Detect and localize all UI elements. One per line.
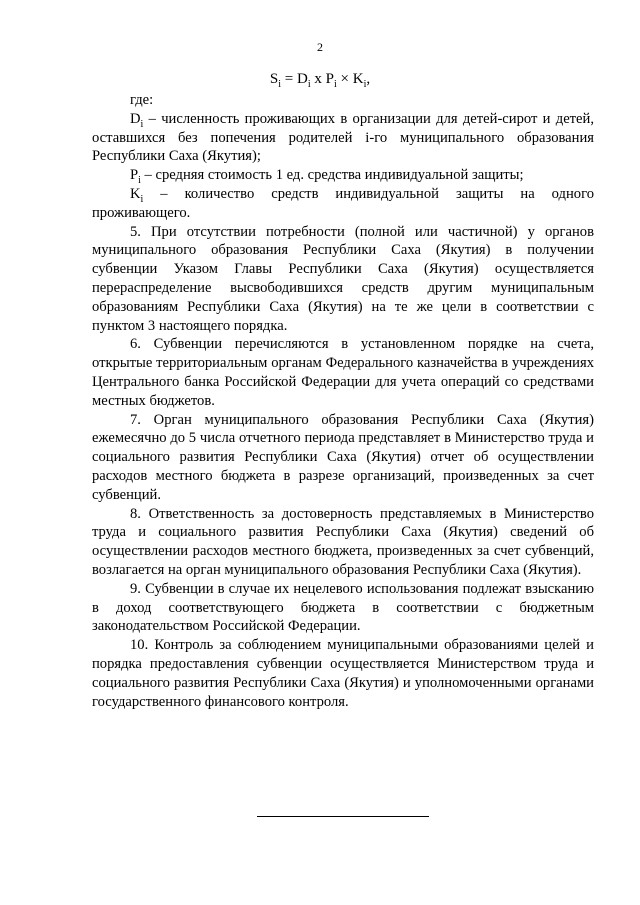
paragraph-8: 8. Ответственность за достоверность представляемых в Министерство труда и социального развития Республики Саха (Якутия) сведений об осуществлении расходов местного бюджета, произведенных за счет субвенций, возлагается на орган муниципального образования Республики Саха (Якутия). — [92, 505, 594, 578]
definition-d-sub: i — [140, 118, 144, 130]
definition-d-text: – численность проживающих в организации для детей-сирот и детей, оставшихся без попечения родителей i-го муниципального образования Республики Саха (Якутия); — [92, 110, 594, 165]
definition-k — [92, 185, 594, 223]
formula-k: K — [352, 71, 364, 87]
formula-p-sub: i — [333, 79, 337, 90]
definition-k-text: – количество средств индивидуальной защиты на одного проживающего. — [92, 185, 594, 221]
paragraph-10: 10. Контроль за соблюдением муниципальными образованиями целей и порядка предоставления субвенции осуществляется Министерством труда и социального развития Республики Саха (Якутия) и уполномоченными органами государственного финансового контроля. — [92, 637, 594, 710]
definition-p-symbol: P — [130, 167, 139, 184]
definition-k-symbol: K — [130, 185, 141, 202]
formula — [0, 70, 640, 89]
formula-p: P — [325, 71, 334, 87]
definition-p-sub: i — [138, 175, 141, 187]
definition-k-sub: i — [140, 193, 144, 205]
formula-d-sub: i — [307, 79, 311, 90]
formula-eq: = — [281, 71, 297, 87]
formula-times-2: × — [336, 71, 353, 87]
formula-d: D — [297, 71, 308, 87]
formula-times-1: x — [310, 71, 326, 87]
page-number: 2 — [317, 40, 323, 54]
formula-end: , — [366, 71, 371, 87]
definition-d-symbol: D — [130, 110, 141, 127]
formula-s: S — [269, 71, 279, 87]
definition-p-text: – средняя стоимость 1 ед. средства индивидуальной защиты; — [140, 167, 524, 184]
body-text — [92, 91, 594, 711]
definition-d — [92, 110, 594, 166]
end-divider-line — [257, 816, 429, 817]
paragraph-9: 9. Субвенции в случае их нецелевого использования подлежат взысканию в доход соответствующего бюджета в соответствии с бюджетным законодательством Российской Федерации. — [92, 580, 594, 635]
definition-p — [92, 166, 594, 185]
formula-s-sub: i — [278, 79, 282, 90]
paragraph-5: 5. При отсутствии потребности (полной или частичной) у органов муниципального образования Республики Саха (Якутия) в получении субвенции Указом Главы Республики Саха (Якутия) осуществляется перераспределение высвободившихся средств другим муниципальным образованиям Республики Саха (Якутия) на те же цели в соответствии с пунктом 3 настоящего порядка. — [92, 223, 594, 334]
paragraph-6: 6. Субвенции перечисляются в установленном порядке на счета, открытые территориальным органам Федерального казначейства в учреждениях Центрального банка Российской Федерации для учета операций со средствами местных бюджетов. — [92, 336, 594, 409]
formula-k-sub: i — [363, 79, 367, 90]
where-label: где: — [130, 92, 154, 108]
paragraph-7: 7. Орган муниципального образования Республики Саха (Якутия) ежемесячно до 5 числа отчетного периода представляет в Министерство труда и социального развития Республики Саха (Якутия) отчет об осуществлении расходов местного бюджета в разрезе организаций, произведенных за счет субвенций. — [92, 411, 594, 503]
